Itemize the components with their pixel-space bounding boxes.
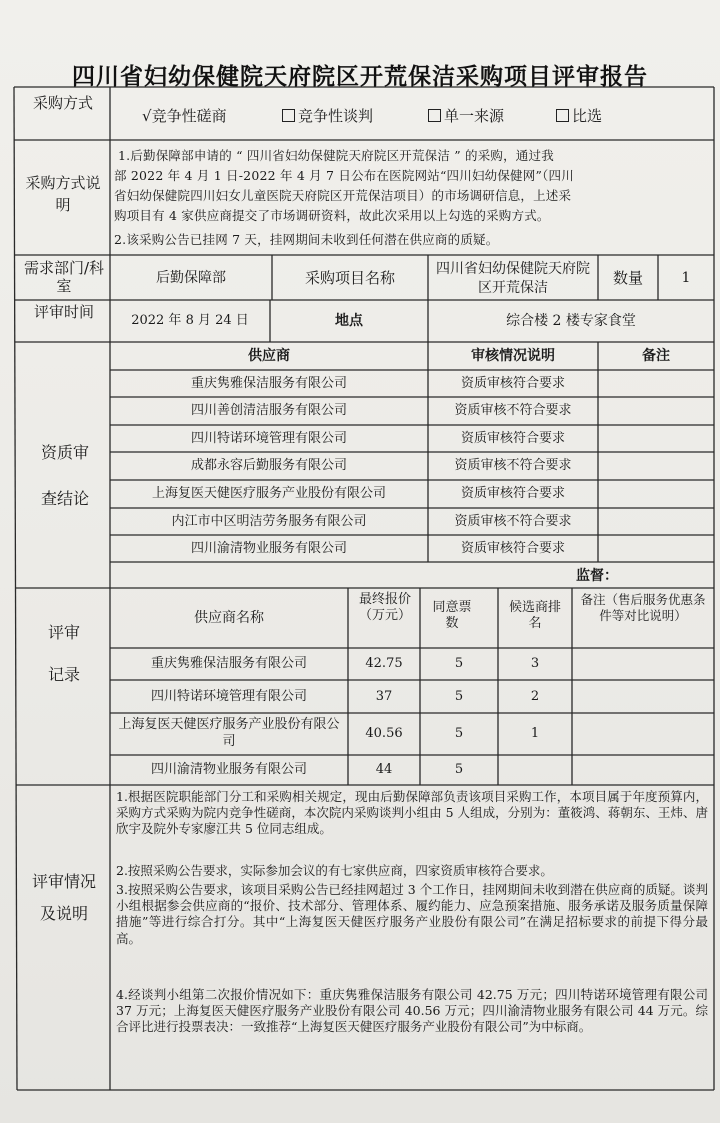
record-label: 评审记录 [47,623,80,684]
qual-result: 资质审核不符合要求 [454,514,572,529]
supervisor-label: 监督： [576,568,618,584]
record-header-price: 最终报价（万元） [358,592,411,623]
qual-header-review: 审核情况说明 [471,348,555,364]
place-label: 地点 [335,313,363,329]
qual-result: 资质审核符合要求 [460,486,565,501]
qual-result: 资质审核不符合要求 [454,458,572,473]
record-supplier: 四川渝清物业服务有限公司 [150,762,307,777]
checkbox-icon [556,109,569,122]
method-option-comparison[interactable]: 比选 [556,108,602,124]
record-header-name: 供应商名称 [194,610,264,626]
record-price: 40.56 [365,726,403,741]
qual-result: 资质审核符合要求 [460,541,565,556]
method-option-competitive-negotiation[interactable]: 竞争性谈判 [282,108,373,124]
situation-label: 评审情况及说明 [31,872,96,923]
qual-supplier: 四川特诺环境管理有限公司 [190,431,347,446]
record-rank: 3 [530,656,540,671]
quantity-value: 1 [681,270,691,286]
record-supplier: 四川特诺环境管理有限公司 [150,689,307,704]
record-price: 37 [375,689,393,704]
checkbox-icon [428,109,441,122]
record-header-rank: 候选商排名 [508,600,561,631]
qual-supplier: 四川渝清物业服务有限公司 [190,541,347,556]
record-rank: 2 [530,689,540,704]
qual-supplier: 上海复医天健医疗服务产业股份有限公司 [151,486,386,501]
project-name-value: 四川省妇幼保健院天府院区开荒保洁 [436,261,590,296]
method-option-single-source[interactable]: 单一来源 [428,108,504,124]
place-value: 综合楼 2 楼专家食堂 [506,313,636,329]
qual-result: 资质审核符合要求 [460,431,565,446]
qual-result: 资质审核不符合要求 [454,403,572,418]
record-rank: 1 [530,726,540,741]
explain-line: 部 2022 年 4 月 1 日-2022 年 4 月 7 日公布在医院网站“四川妇幼保健网”（四川 [114,168,574,183]
situation-paragraph: 3.按照采购公告要求，该项目采购公告已经挂网超过 3 个工作日，挂网期间未收到潜在供应商的质疑。谈判小组根据参会供应商的“报价、技术部分、管理体系、履约能力、应急预案措施、服务承诺及服务质量保障措施”等进行综合打分。其中“上海复医天健医疗服务产业股份有限公司”在满足招标要求的前提下得分最高。 [116,882,708,946]
record-supplier: 重庆隽雅保洁服务有限公司 [150,656,307,671]
explain-line: 1.后勤保障部申请的 “ 四川省妇幼保健院天府院区开荒保洁 ” 的采购，通过我 [118,148,554,163]
qual-supplier: 重庆隽雅保洁服务有限公司 [190,376,347,391]
method-label: 采购方式 [32,94,93,112]
record-header-votes: 同意票数 [432,600,472,631]
review-time-label: 评审时间 [33,303,94,321]
qual-header-remark: 备注 [642,348,670,364]
qual-supplier: 四川善创清洁服务有限公司 [190,403,347,418]
record-votes: 5 [454,656,464,671]
method-option-competitive-consult[interactable]: √竞争性磋商 [142,107,227,125]
checkbox-icon [282,109,295,122]
explain-line: 购项目有 4 家供应商提交了市场调研资料，故此次采用以上勾选的采购方式。 [114,208,550,223]
situation-paragraph: 4.经谈判小组第二次报价情况如下：重庆隽雅保洁服务有限公司 42.75 万元；四川特诺环境管理有限公司 37 万元；上海复医天健医疗服务产业股份有限公司 40.56 万元；四川渝清物业服务有限公司 44 万元。综合评比进行投票表决：一致推荐“上海复医天健医疗服务产业股份有限公司”为中标商。 [116,987,708,1035]
demand-dept-value: 后勤保障部 [156,270,226,286]
report-title: 四川省妇幼保健院天府院区开荒保洁采购项目评审报告 [72,64,648,90]
qual-supplier: 成都永容后勤服务有限公司 [190,458,347,473]
review-date: 2022 年 8 月 24 日 [131,313,249,328]
demand-dept-label: 需求部门/科室 [23,259,105,295]
qualification-label: 资质审查结论 [40,443,89,508]
record-supplier: 上海复医天健医疗服务产业股份有限公司 [118,717,340,749]
qual-result: 资质审核符合要求 [460,376,565,391]
explain-line: 2.该采购公告已挂网 7 天，挂网期间未收到任何潜在供应商的质疑。 [114,232,499,247]
record-votes: 5 [454,762,464,777]
explain-line: 省妇幼保健院四川妇女儿童医院天府院区开荒保洁项目）的市场调研信息，上述采 [114,188,572,203]
situation-paragraph: 1.根据医院职能部门分工和采购相关规定，现由后勤保障部负责该项目采购工作，本项目属于年度预算内，采购方式采购为院内竞争性磋商，本次院内采购谈判小组由 5 人组成，分别为：董筱鸿、蒋朝东、王炜、唐欣宇及院外专家廖江共 5 位同志组成。 [116,789,708,837]
record-price: 44 [375,762,393,777]
record-votes: 5 [454,726,464,741]
record-votes: 5 [454,689,464,704]
qual-supplier: 内江市中区明洁劳务服务有限公司 [171,514,367,529]
project-name-label: 采购项目名称 [304,269,395,287]
record-price: 42.75 [365,656,403,671]
check-mark-icon: √ [142,107,152,125]
explain-label: 采购方式说明 [25,174,101,214]
situation-paragraph: 2.按照采购公告要求，实际参加会议的有七家供应商，四家资质审核符合要求。 [116,863,553,878]
record-header-note: 备注（售后服务优惠条件等对比说明） [580,592,706,623]
qual-header-supplier: 供应商 [248,348,290,364]
quantity-label: 数量 [612,269,643,287]
